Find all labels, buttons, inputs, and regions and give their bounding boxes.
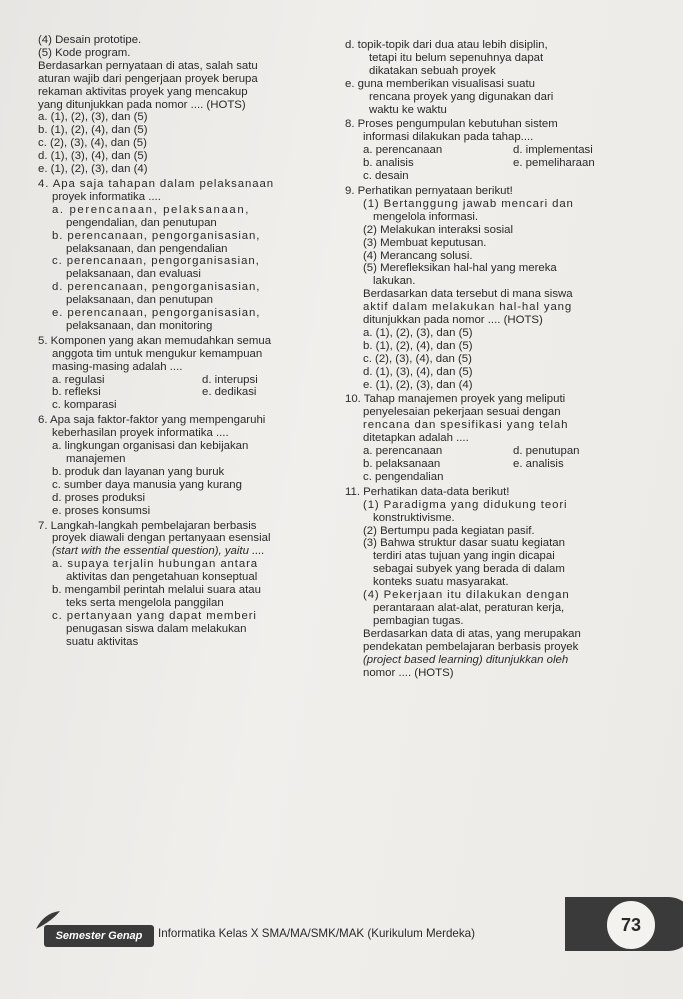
answer-option-pair: [38, 386, 338, 399]
text-line: (5) Kode program.: [38, 46, 131, 59]
answer-option-pair: [345, 157, 670, 170]
text-line: (4) Desain prototipe.: [38, 34, 142, 46]
text-line: 7. Langkah-langkah pembelajaran berbasis: [38, 519, 257, 532]
text-line: d. perencanaan, pengorganisasian,: [52, 281, 261, 294]
text-line: penugasan siswa dalam melakukan: [66, 622, 247, 635]
text-line: (4) Merancang solusi.: [363, 249, 473, 262]
text-line: (1) Bertanggung jawab mencari dan: [363, 197, 574, 210]
text-line: dikatakan sebuah proyek: [369, 64, 496, 77]
text-line: aktif dalam melakukan hal-hal yang: [363, 301, 573, 314]
text-line: nomor .... (HOTS): [363, 666, 454, 679]
text-line: d. (1), (3), (4), dan (5): [38, 150, 148, 163]
text-line: aturan wajib dari pengerjaan proyek berupa: [38, 72, 258, 85]
text-line: (project based learning) ditunjukkan oleh: [363, 653, 569, 666]
text-line: waktu ke waktu: [369, 103, 447, 116]
text-line: ditunjukkan pada nomor .... (HOTS): [363, 314, 543, 327]
text-line: sebagai subyek yang berada di dalam: [373, 563, 565, 576]
text-line: 8. Proses pengumpulan kebutuhan sistem: [345, 118, 558, 131]
answer-option-pair: [345, 445, 670, 458]
text-line: 11. Perhatikan data-data berikut!: [345, 485, 510, 498]
text-line: c. sumber daya manusia yang kurang: [52, 478, 242, 491]
text-line: pelaksanaan, dan evaluasi: [66, 268, 201, 281]
text-line: pengendalian, dan penutupan: [66, 216, 217, 229]
text-line: proyek diawali dengan pertanyaan esensial: [52, 532, 271, 545]
text-line: 5. Komponen yang akan memudahkan semua: [38, 334, 272, 347]
text-line: mengelola informasi.: [373, 210, 479, 223]
text-line: aktivitas dan pengetahuan konseptual: [66, 571, 258, 584]
text-line: b. (1), (2), (4), dan (5): [363, 339, 473, 352]
text-line: a. supaya terjalin hubungan antara: [52, 558, 259, 571]
text-line: Berdasarkan pernyataan di atas, salah satu: [38, 59, 258, 72]
text-line: lakukan.: [373, 275, 416, 288]
text-line: 4. Apa saja tahapan dalam pelaksanaan: [38, 177, 274, 190]
answer-option: d. implementasi: [513, 144, 593, 157]
text-line: keberhasilan proyek informatika ....: [52, 427, 229, 440]
text-line: c. (2), (3), (4), dan (5): [38, 137, 147, 150]
text-line: a. perencanaan, pelaksanaan,: [52, 203, 251, 216]
text-line: penyelesaian pekerjaan sesuai dengan: [363, 406, 561, 419]
answer-option: b. pelaksanaan: [363, 458, 441, 470]
text-line: Berdasarkan data di atas, yang merupakan: [363, 627, 581, 640]
text-line: rencana proyek yang digunakan dari: [369, 90, 554, 103]
text-line: pelaksanaan, dan pengendalian: [66, 242, 228, 255]
text-line: c. (2), (3), (4), dan (5): [363, 352, 472, 365]
text-line: perantaraan alat-alat, peraturan kerja,: [373, 601, 565, 614]
text-line: c. desain: [363, 170, 409, 183]
text-line: teks serta mengelola panggilan: [66, 596, 224, 609]
text-line: rencana dan spesifikasi yang telah: [363, 419, 569, 432]
text-line: pelaksanaan, dan monitoring: [66, 319, 213, 332]
text-line: proyek informatika ....: [52, 190, 161, 203]
text-line: anggota tim untuk mengukur kemampuan: [52, 347, 263, 360]
book-title: Informatika Kelas X SMA/MA/SMK/MAK (Kurikulum Merdeka): [158, 927, 475, 940]
text-line: e. guna memberikan visualisasi suatu: [345, 77, 535, 90]
text-line: e. perencanaan, pengorganisasian,: [52, 307, 261, 320]
text-line: Berdasarkan data tersebut di mana siswa: [363, 288, 573, 301]
text-line: c. pengendalian: [363, 470, 444, 483]
text-line: a. (1), (2), (3), dan (5): [38, 111, 148, 124]
answer-option: a. regulasi: [52, 373, 105, 386]
answer-option: d. penutupan: [513, 445, 580, 458]
answer-option: e. analisis: [513, 458, 564, 470]
text-line: masing-masing adalah ....: [52, 360, 183, 373]
text-line: 10. Tahap manajemen proyek yang meliputi: [345, 393, 566, 406]
text-line: b. (1), (2), (4), dan (5): [38, 124, 148, 137]
answer-option: d. interupsi: [202, 373, 258, 386]
text-line: konstruktivisme.: [373, 511, 455, 524]
answer-option-pair: [38, 374, 338, 387]
text-line: suatu aktivitas: [66, 635, 139, 648]
text-line: (start with the essential question), yaitu ....: [52, 545, 265, 558]
text-line: 6. Apa saja faktor-faktor yang mempengaruhi: [38, 414, 266, 427]
text-line: a. (1), (2), (3), dan (5): [363, 326, 473, 339]
text-line: e. proses konsumsi: [52, 504, 151, 517]
text-line: (3) Membuat keputusan.: [363, 236, 487, 249]
page-number: 73: [605, 899, 657, 951]
text-line: manajemen: [66, 453, 126, 465]
text-line: e. (1), (2), (3), dan (4): [38, 163, 148, 176]
text-line: ditetapkan adalah ....: [363, 432, 469, 445]
text-line: pembagian tugas.: [373, 614, 464, 627]
text-line: b. perencanaan, pengorganisasian,: [52, 229, 261, 242]
text-line: (5) Merefleksikan hal-hal yang mereka: [363, 262, 557, 275]
text-line: informasi dilakukan pada tahap....: [363, 131, 534, 144]
answer-option: b. refleksi: [52, 386, 101, 399]
text-line: c. perencanaan, pengorganisasian,: [52, 255, 260, 268]
right-column: [345, 39, 670, 679]
text-line: pendekatan pembelajaran berbasis proyek: [363, 640, 579, 653]
text-line: konteks suatu masyarakat.: [373, 576, 509, 589]
text-line: d. (1), (3), (4), dan (5): [363, 365, 473, 378]
text-line: rekaman aktivitas proyek yang mencakup: [38, 85, 248, 98]
text-line: (3) Bahwa struktur dasar suatu kegiatan: [363, 537, 565, 550]
text-line: (1) Paradigma yang didukung teori: [363, 498, 568, 511]
answer-option-pair: [345, 458, 670, 471]
answer-option: a. perencanaan: [363, 144, 443, 157]
text-line: b. produk dan layanan yang buruk: [52, 465, 225, 478]
text-line: e. (1), (2), (3), dan (4): [363, 378, 473, 391]
answer-option: e. pemeliharaan: [513, 157, 595, 170]
text-line: d. topik-topik dari dua atau lebih disiplin,: [345, 39, 548, 51]
text-line: d. proses produksi: [52, 491, 146, 504]
left-column: [38, 34, 338, 649]
text-line: (2) Melakukan interaksi sosial: [363, 223, 514, 236]
text-line: (4) Pekerjaan itu dilakukan dengan: [363, 589, 570, 602]
text-line: (2) Bertumpu pada kegiatan pasif.: [363, 524, 535, 537]
answer-option: a. perencanaan: [363, 445, 443, 458]
text-line: a. lingkungan organisasi dan kebijakan: [52, 440, 249, 453]
text-line: 9. Perhatikan pernyataan berikut!: [345, 184, 513, 197]
answer-option: e. dedikasi: [202, 386, 257, 399]
page-footer: [30, 895, 670, 955]
text-line: c. pertanyaan yang dapat memberi: [52, 609, 257, 622]
answer-option-pair: [345, 144, 670, 157]
text-line: terdiri atas tujuan yang ingin dicapai: [373, 550, 555, 563]
text-line: b. mengambil perintah melalui suara atau: [52, 584, 261, 597]
semester-badge: Semester Genap: [44, 925, 154, 947]
text-line: c. komparasi: [52, 399, 117, 412]
text-line: tetapi itu belum sepenuhnya dapat: [369, 51, 544, 64]
text-line: yang ditunjukkan pada nomor .... (HOTS): [38, 98, 246, 111]
answer-option: b. analisis: [363, 157, 414, 170]
text-line: pelaksanaan, dan penutupan: [66, 294, 213, 307]
